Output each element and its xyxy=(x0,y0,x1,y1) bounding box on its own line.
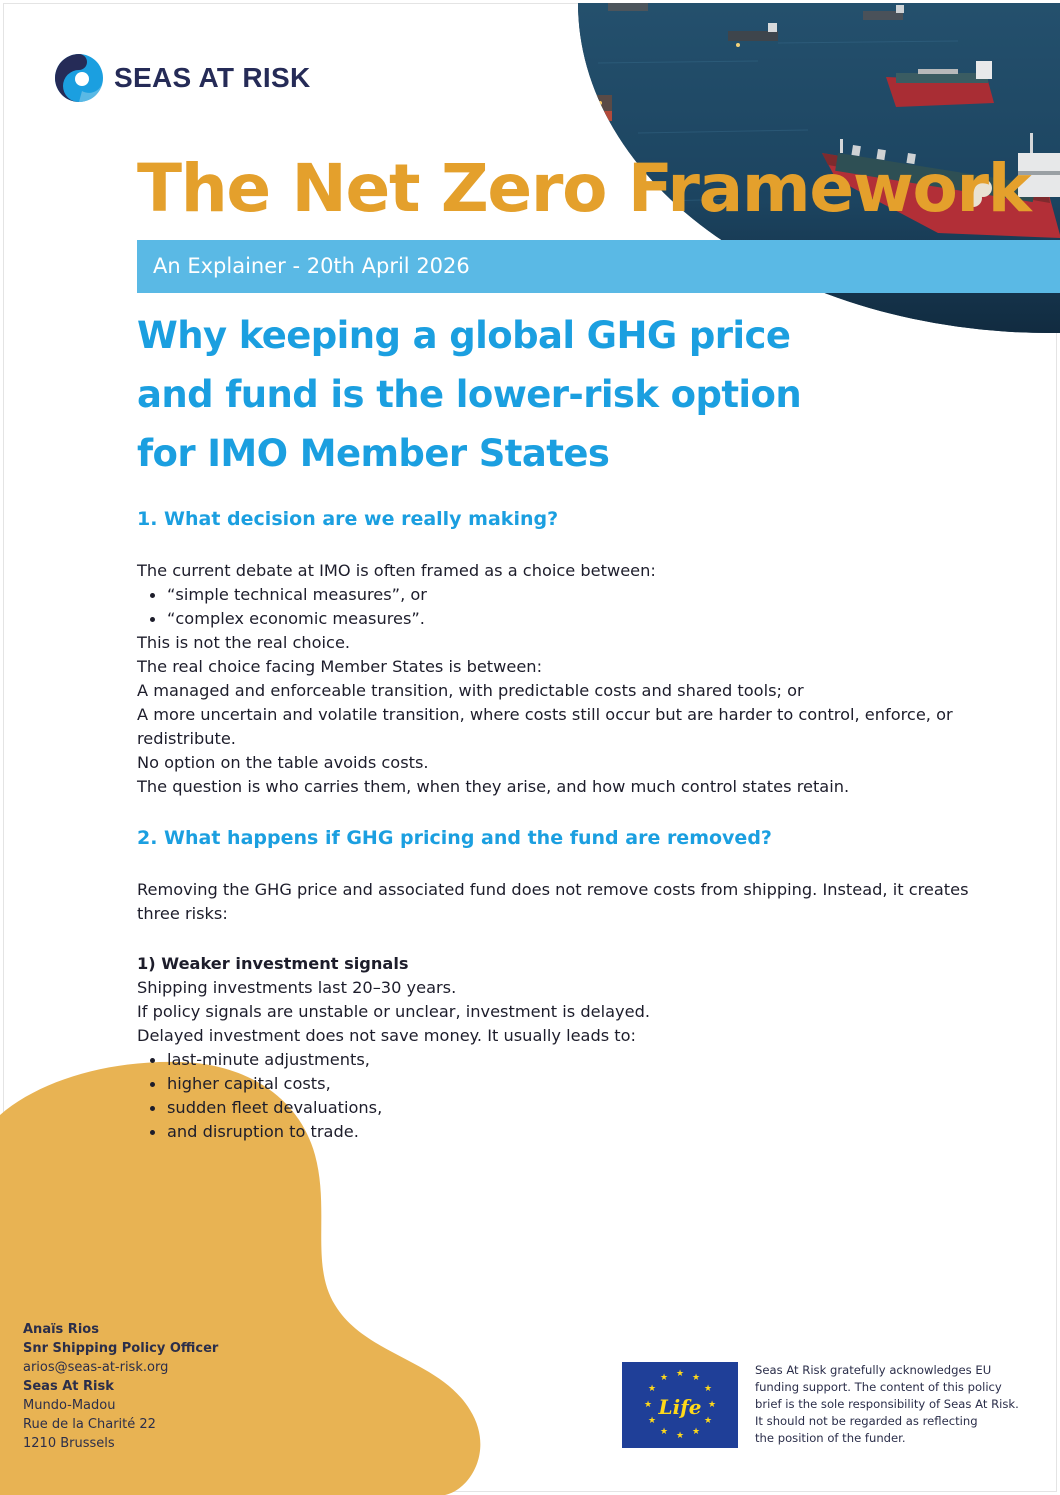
contact-name: Anaïs Rios xyxy=(23,1322,99,1337)
svg-text:★: ★ xyxy=(659,1427,669,1437)
section-1-body xyxy=(137,559,977,799)
subtitle: An Explainer - 20th April 2026 xyxy=(153,254,470,278)
funder-line: the position of the funder. xyxy=(755,1431,906,1445)
spacer xyxy=(137,926,977,952)
svg-text:★: ★ xyxy=(691,1373,701,1383)
eu-flag-icon xyxy=(622,1362,738,1448)
list-item: “simple technical measures”, or xyxy=(167,583,977,607)
section-1-bullets xyxy=(137,583,977,631)
svg-text:★: ★ xyxy=(707,1400,717,1410)
body-line: No option on the table avoids costs. xyxy=(137,753,429,772)
body-line: If policy signals are unstable or unclear, investment is delayed. xyxy=(137,1002,650,1021)
contact-block xyxy=(23,1320,218,1453)
funder-line: Seas At Risk gratefully acknowledges EU xyxy=(755,1363,992,1377)
funder-note xyxy=(755,1362,1025,1447)
risk-1-bullets xyxy=(137,1048,977,1144)
body-line: A more uncertain and volatile transition, where costs still occur but are harder to control, enforce, or redistribute. xyxy=(137,705,953,748)
svg-text:★: ★ xyxy=(643,1400,653,1410)
headline xyxy=(137,306,837,483)
contact-role: Snr Shipping Policy Officer xyxy=(23,1341,219,1356)
list-item: and disruption to trade. xyxy=(167,1120,977,1144)
funder-line: It should not be regarded as reflecting xyxy=(755,1414,978,1428)
eu-logo-text: Life xyxy=(658,1395,702,1419)
contact-org: Seas At Risk xyxy=(23,1379,114,1394)
svg-text:★: ★ xyxy=(703,1384,713,1394)
address-line: Mundo-Madou xyxy=(23,1398,116,1413)
contact-email[interactable]: arios@seas-at-risk.org xyxy=(23,1360,169,1375)
body-line: This is not the real choice. xyxy=(137,633,351,652)
svg-text:★: ★ xyxy=(647,1384,657,1394)
address-line: Rue de la Charité 22 xyxy=(23,1417,156,1432)
section-2-heading: 2. What happens if GHG pricing and the fund are removed? xyxy=(137,827,772,849)
funder-line: funding support. The content of this policy xyxy=(755,1380,1002,1394)
seas-at-risk-logo xyxy=(54,52,311,104)
svg-text:★: ★ xyxy=(691,1427,701,1437)
risk-1-title: 1) Weaker investment signals xyxy=(137,954,409,973)
list-item: higher capital costs, xyxy=(167,1072,977,1096)
brand-name: SEAS AT RISK xyxy=(114,62,311,93)
headline-line: and fund is the lower-risk option xyxy=(137,373,802,416)
svg-text:★: ★ xyxy=(659,1373,669,1383)
section-1-heading: 1. What decision are we really making? xyxy=(137,508,559,530)
body-line: Shipping investments last 20–30 years. xyxy=(137,978,457,997)
section-2-body xyxy=(137,878,977,1144)
section-1-intro: The current debate at IMO is often framed as a choice between: xyxy=(137,561,656,580)
headline-line: Why keeping a global GHG price xyxy=(137,314,791,357)
body-line: Delayed investment does not save money. It usually leads to: xyxy=(137,1026,637,1045)
address-line: 1210 Brussels xyxy=(23,1436,115,1451)
list-item: “complex economic measures”. xyxy=(167,607,977,631)
funder-line: brief is the sole responsibility of Seas At Risk. xyxy=(755,1397,1019,1411)
section-2-intro: Removing the GHG price and associated fund does not remove costs from shipping. Instead, it creates three risks: xyxy=(137,880,969,923)
body-line: A managed and enforceable transition, with predictable costs and shared tools; or xyxy=(137,681,804,700)
list-item: last-minute adjustments, xyxy=(167,1048,977,1072)
svg-text:★: ★ xyxy=(703,1416,713,1426)
headline-line: for IMO Member States xyxy=(137,432,610,475)
svg-text:★: ★ xyxy=(647,1416,657,1426)
svg-text:★: ★ xyxy=(675,1431,685,1441)
body-line: The question is who carries them, when they arise, and how much control states retain. xyxy=(137,777,850,796)
page-title: The Net Zero Framework xyxy=(137,150,1031,227)
svg-text:★: ★ xyxy=(675,1369,685,1379)
wave-logo-icon xyxy=(54,53,104,103)
body-line: The real choice facing Member States is between: xyxy=(137,657,543,676)
list-item: sudden fleet devaluations, xyxy=(167,1096,977,1120)
